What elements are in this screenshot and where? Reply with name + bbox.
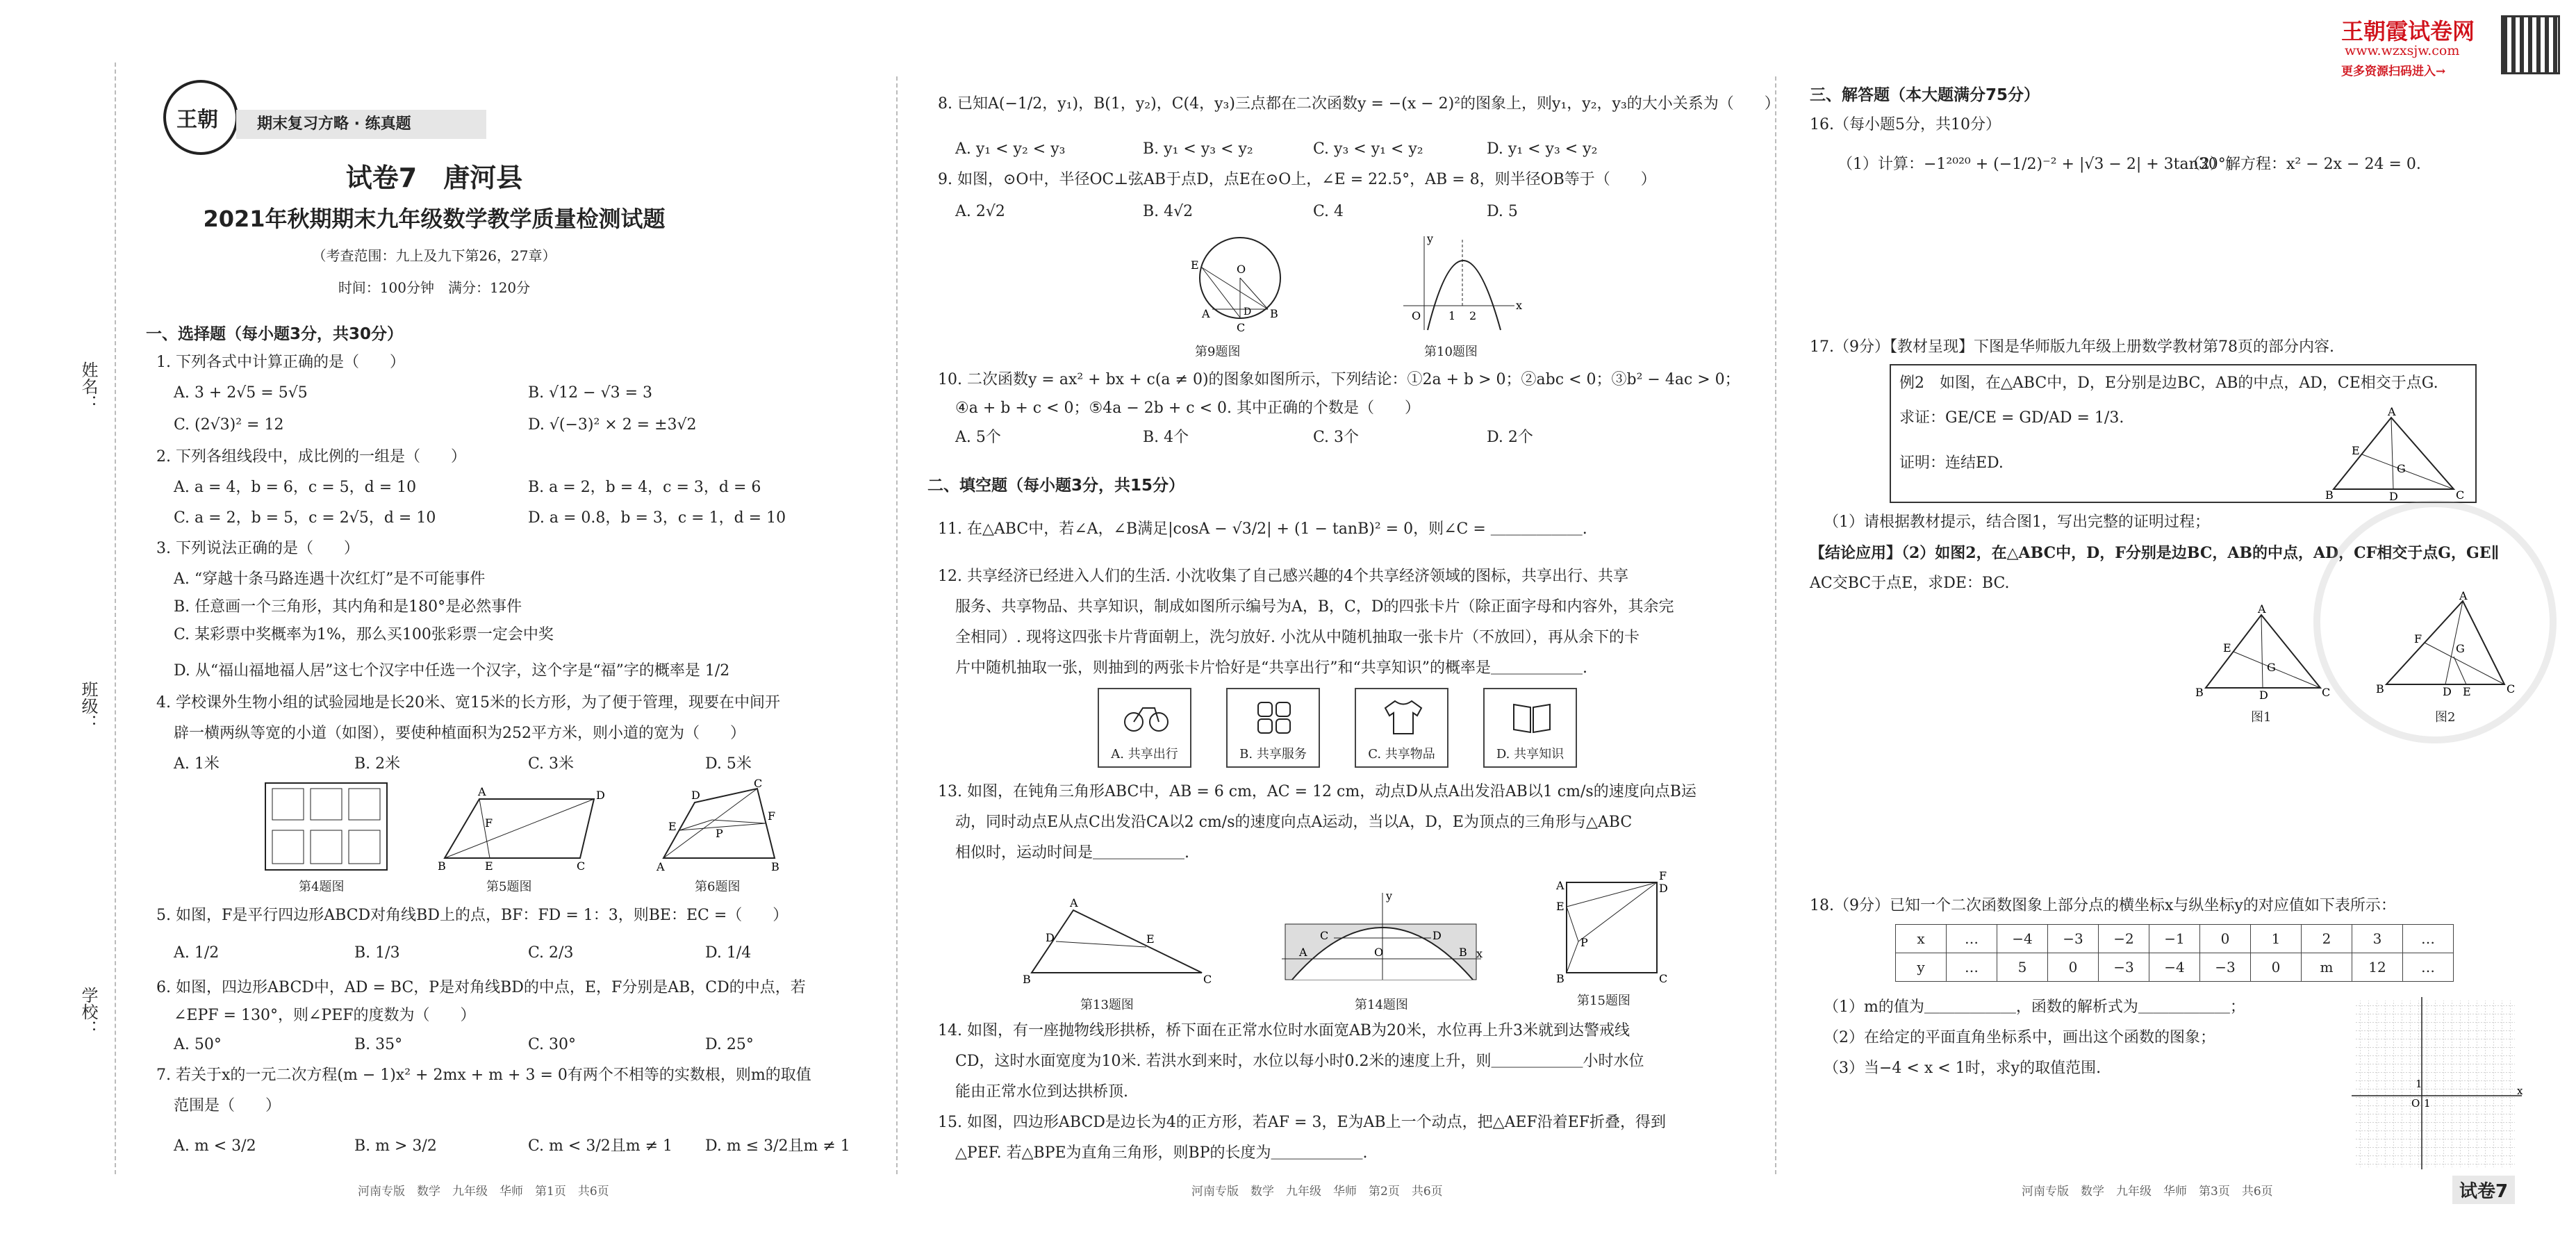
table-row-x: [1896, 925, 2454, 953]
svg-text:O: O: [1374, 946, 1384, 959]
q14-line-1: 14. 如图，有一座抛物线形拱桥，桥下面在正常水位时水面宽AB为20米，水位再上升3米就到达警戒线: [938, 1022, 1630, 1039]
exam-time: 时间：100分钟 满分：120分: [338, 279, 531, 296]
svg-text:x: x: [1516, 299, 1523, 312]
q12-line-3: 全相同）. 现将这四张卡片背面朝上，洗匀放好. 小沈从中随机抽取一张卡片（不放回），再从余下的卡: [955, 629, 1640, 646]
q3-b: B. 任意画一个三角形，其内角和是180°是必然事件: [174, 598, 522, 616]
table-cell: …: [1947, 925, 1997, 953]
svg-text:C: C: [754, 777, 763, 790]
q14-line-2: CD，这时水面宽度为10米. 若洪水到来时，水位以每小时0.2米的速度上升，则＿＿＿＿＿＿小时水位: [955, 1053, 1644, 1070]
excerpt-line-2: 求证：GE/CE = GD/AD = 1/3.: [1899, 409, 2124, 427]
q9-b: B. 4√2: [1143, 203, 1194, 220]
q3-a: A. “穿越十条马路连遇十次红灯”是不可能事件: [174, 570, 486, 588]
svg-text:B: B: [1556, 972, 1564, 985]
q11: 11. 在△ABC中，若∠A，∠B满足|cosA − √3/2| + (1 − tanB)² = 0，则∠C = ＿＿＿＿＿＿.: [938, 520, 1587, 538]
svg-text:C: C: [1237, 321, 1246, 334]
svg-text:O: O: [2411, 1097, 2420, 1110]
publisher-logo: 王朝: [163, 80, 238, 155]
table-cell: −3: [2200, 953, 2251, 982]
svg-text:A: A: [2459, 589, 2468, 602]
figure-q13: [1021, 893, 1216, 990]
table-cell: −2: [2099, 925, 2149, 953]
svg-text:y: y: [1427, 232, 1434, 245]
table-cell: 0: [2048, 953, 2099, 982]
caption-fig15: 第15题图: [1577, 994, 1630, 1008]
q13-line-1: 13. 如图，在钝角三角形ABC中，AB = 6 cm，AC = 12 cm，动点D从点A出发沿AB以1 cm/s的速度向点B运: [938, 783, 1696, 800]
caption-q17-fig2: 图2: [2435, 710, 2456, 725]
svg-text:C: C: [1320, 929, 1329, 942]
qr-code[interactable]: [2501, 15, 2560, 74]
table-row-y: [1896, 953, 2454, 982]
svg-text:A: A: [1070, 896, 1078, 909]
bicycle-icon: [1123, 700, 1169, 734]
q7-c: C. m < 3/2且m ≠ 1: [528, 1137, 673, 1155]
svg-text:C: C: [1659, 972, 1668, 985]
table-cell: 0: [2200, 925, 2251, 953]
q10-b: B. 4个: [1143, 429, 1189, 446]
q17-part-3: AC交BC于点E，求DE：BC.: [1810, 575, 2010, 592]
footer-page-2: 河南专版 数学 九年级 华师 第2页 共6页: [1191, 1185, 1443, 1199]
svg-text:D: D: [1244, 306, 1252, 318]
q5-b: B. 1/3: [354, 944, 400, 962]
q18-value-table: [1895, 924, 2454, 982]
svg-text:B: B: [1459, 946, 1467, 959]
q17-part-1: （1）请根据教材提示，结合图1，写出完整的证明过程；: [1824, 513, 2210, 531]
svg-text:D: D: [2389, 490, 2398, 503]
svg-text:E: E: [1146, 932, 1155, 946]
svg-text:D: D: [2259, 689, 2268, 702]
caption-fig9: 第9题图: [1195, 345, 1241, 359]
q6-c: C. 30°: [528, 1036, 577, 1053]
q15-line-1: 15. 如图，四边形ABCD是边长为4的正方形，若AF = 3，E为AB上一个动点，把△AEF沿着EF折叠，得到: [938, 1114, 1667, 1131]
caption-fig5: 第5题图: [486, 880, 532, 894]
q16-part-1: （1）计算：−1²⁰²⁰ + (−1/2)⁻² + |√3 − 2| + 3tan30°；: [1838, 156, 2241, 173]
q9-d: D. 5: [1487, 203, 1518, 220]
q8-d: D. y₁ < y₃ < y₂: [1487, 140, 1598, 158]
q10-c: C. 3个: [1313, 429, 1360, 446]
q15-line-2: △PEF. 若△BPE为直角三角形，则BP的长度为＿＿＿＿＿＿.: [955, 1144, 1368, 1162]
svg-text:y: y: [1386, 889, 1393, 903]
q2-c: C. a = 2，b = 5，c = 2√5，d = 10: [174, 509, 436, 527]
svg-text:D: D: [691, 789, 700, 802]
brand-url: www.wzxsjw.com: [2345, 43, 2460, 58]
figure-q10: [1396, 233, 1521, 337]
q1-d: D. √(−3)² × 2 = ±3√2: [528, 416, 697, 434]
q12-line-1: 12. 共享经济已经进入人们的生活. 小沈收集了自己感兴趣的4个共享经济领域的图标，共享出行、共享: [938, 568, 1628, 585]
svg-text:G: G: [2456, 642, 2465, 655]
svg-text:F: F: [2414, 632, 2422, 645]
caption-fig10: 第10题图: [1424, 345, 1478, 359]
svg-text:E: E: [2463, 685, 2471, 698]
service-grid-icon: [1255, 700, 1294, 734]
q18-stem: 18.（9分）已知一个二次函数图象上部分点的横坐标x与纵坐标y的对应值如下表所示：: [1810, 897, 2396, 914]
caption-fig6: 第6题图: [695, 880, 741, 894]
q1-a: A. 3 + 2√5 = 5√5: [174, 384, 308, 402]
q17-part-2: 【结论应用】（2）如图2，在△ABC中，D，F分别是边BC，AB的中点，AD，CF相交于点G，GE∥: [1810, 544, 2500, 562]
q10-stem-1: 10. 二次函数y = ax² + bx + c(a ≠ 0)的图象如图所示，下列结论：①2a + b > 0；②abc < 0；③b² − 4ac > 0；: [938, 371, 1740, 388]
q1-c: C. (2√3)² = 12: [174, 416, 284, 434]
q3-stem: 3. 下列说法正确的是（ ）: [156, 540, 359, 557]
q5-c: C. 2/3: [528, 944, 574, 962]
q8-c: C. y₃ < y₁ < y₂: [1313, 140, 1423, 158]
q6-b: B. 35°: [354, 1036, 403, 1053]
q4-stem-1: 4. 学校课外生物小组的试验园地是长20米、宽15米的长方形，为了便于管理，现要在中间开: [156, 694, 780, 711]
table-cell: x: [1896, 925, 1947, 953]
card-d: [1483, 688, 1577, 768]
svg-text:E: E: [485, 859, 493, 873]
table-cell: −4: [1997, 925, 2048, 953]
q4-stem-2: 辟一横两纵等宽的小道（如图），要使种植面积为252平方米，则小道的宽为（ ）: [174, 725, 745, 742]
q2-d: D. a = 0.8，b = 3，c = 1，d = 10: [528, 509, 786, 527]
svg-text:A: A: [1299, 946, 1307, 959]
q3-c: C. 某彩票中奖概率为1%，那么买100张彩票一定会中奖: [174, 626, 554, 643]
q10-a: A. 5个: [955, 429, 1001, 446]
figure-q5: [438, 785, 605, 875]
table-cell: −1: [2149, 925, 2200, 953]
q7-a: A. m < 3/2: [174, 1137, 256, 1155]
brand-scan-hint: 更多资源扫码进入→: [2341, 65, 2446, 79]
table-cell: y: [1896, 953, 1947, 982]
table-cell: 12: [2352, 953, 2403, 982]
card-d-label: D. 共享知识: [1496, 747, 1564, 762]
q9-stem: 9. 如图，⊙O中，半径OC⊥弦AB于点D，点E在⊙O上，∠E = 22.5°，AB = 8，则半径OB等于（ ）: [938, 171, 1656, 188]
section-choice: 一、选择题（每小题3分，共30分）: [146, 325, 404, 343]
q18-part-3: （3）当−4 < x < 1时，求y的取值范围.: [1824, 1060, 2102, 1077]
svg-text:1: 1: [2416, 1078, 2422, 1090]
svg-text:C: C: [2507, 682, 2516, 695]
svg-text:B: B: [2376, 682, 2384, 695]
watermark-seal: [2313, 500, 2557, 743]
q9-a: A. 2√2: [955, 203, 1005, 220]
caption-fig14: 第14题图: [1355, 998, 1408, 1012]
table-cell: 2: [2302, 925, 2352, 953]
svg-text:A: A: [1556, 879, 1564, 892]
q7-d: D. m ≤ 3/2且m ≠ 1: [705, 1137, 850, 1155]
class-label: 班级：: [79, 681, 98, 731]
svg-text:E: E: [1556, 900, 1564, 913]
caption-fig4: 第4题图: [299, 880, 345, 894]
excerpt-line-1: 例2 如图，在△ABC中，D，E分别是边BC，AB的中点，AD，CE相交于点G.: [1899, 374, 2438, 392]
q10-d: D. 2个: [1487, 429, 1533, 446]
q13-line-2: 动，同时动点E从点C出发沿CA以2 cm/s的速度向点A运动，当以A，D，E为顶点的三角形与△ABC: [955, 814, 1633, 831]
q18-part-2: （2）在给定的平面直角坐标系中，画出这个函数的图象；: [1824, 1029, 2215, 1046]
q5-stem: 5. 如图，F是平行四边形ABCD对角线BD上的点，BF：FD = 1：3，则BE：EC =（ ）: [156, 907, 789, 924]
exam-scope: （考查范围：九上及九下第26，27章）: [312, 247, 556, 264]
svg-text:C: C: [1203, 973, 1212, 986]
q2-a: A. a = 4，b = 6，c = 5，d = 10: [174, 479, 417, 496]
table-cell: …: [1947, 953, 1997, 982]
figure-q9: [1181, 233, 1292, 337]
svg-text:P: P: [716, 827, 723, 840]
card-a: [1098, 688, 1191, 768]
section-answer: 三、解答题（本大题满分75分）: [1810, 86, 2040, 104]
q12-line-4: 片中随机抽取一张，则抽到的两张卡片恰好是“共享出行”和“共享知识”的概率是＿＿＿＿＿＿.: [955, 659, 1587, 677]
q4-d: D. 5米: [705, 755, 752, 773]
q8-a: A. y₁ < y₂ < y₃: [955, 140, 1066, 158]
figure-q6: [653, 777, 792, 875]
svg-text:B: B: [1270, 307, 1278, 320]
svg-text:G: G: [2267, 661, 2276, 674]
brand-name: 王朝霞试卷网: [2341, 18, 2475, 44]
svg-text:D: D: [2443, 685, 2452, 698]
svg-text:A: A: [657, 860, 665, 873]
table-cell: 5: [1997, 953, 2048, 982]
section-fill: 二、填空题（每小题3分，共15分）: [927, 477, 1185, 495]
card-c: [1355, 688, 1448, 768]
q16-part-2: （2）解方程：x² − 2x − 24 = 0.: [2185, 156, 2421, 173]
q3-d: D. 从“福山福地福人居”这七个汉字中任选一个汉字，这个字是“福”字的概率是 1/2: [174, 662, 730, 680]
q18-part-1: （1）m的值为＿＿＿＿＿＿，函数的解析式为＿＿＿＿＿＿；: [1824, 998, 2245, 1016]
svg-text:D: D: [596, 789, 605, 802]
exam-title: 2021年秋期期末九年级数学教学质量检测试题: [203, 206, 666, 232]
q6-d: D. 25°: [705, 1036, 754, 1053]
card-c-label: C. 共享物品: [1368, 747, 1435, 762]
svg-text:A: A: [2258, 602, 2266, 616]
svg-text:2: 2: [1469, 309, 1477, 322]
q12-line-2: 服务、共享物品、共享知识，制成如图所示编号为A，B，C，D的四张卡片（除正面字母和内容外，其余完: [955, 598, 1674, 616]
svg-text:D: D: [1433, 929, 1442, 942]
q6-stem-2: ∠EPF = 130°，则∠PEF的度数为（ ）: [174, 1007, 476, 1024]
table-cell: m: [2302, 953, 2352, 982]
page-divider-2: [1775, 76, 1776, 1174]
svg-text:F: F: [1659, 869, 1667, 882]
card-b: [1226, 688, 1320, 768]
svg-text:C: C: [2322, 686, 2331, 699]
q8-b: B. y₁ < y₃ < y₂: [1143, 140, 1253, 158]
svg-text:B: B: [1023, 973, 1031, 986]
svg-text:F: F: [768, 809, 776, 823]
textbook-excerpt-box: [1890, 364, 2477, 503]
svg-text:O: O: [1412, 309, 1421, 322]
figure-example2: [2325, 407, 2464, 501]
svg-text:O: O: [1237, 263, 1246, 276]
svg-text:1: 1: [2424, 1097, 2431, 1110]
svg-text:E: E: [668, 820, 677, 833]
svg-text:B: B: [438, 859, 446, 873]
svg-text:G: G: [2397, 462, 2406, 475]
q13-line-3: 相似时，运动时间是＿＿＿＿＿＿.: [955, 844, 1189, 862]
svg-text:B: B: [771, 860, 779, 873]
figure-q15: [1556, 869, 1667, 987]
footer-page-1: 河南专版 数学 九年级 华师 第1页 共6页: [358, 1185, 609, 1199]
table-cell: 1: [2251, 925, 2302, 953]
footer-page-3: 河南专版 数学 九年级 华师 第3页 共6页: [2022, 1185, 2273, 1199]
svg-text:E: E: [2352, 444, 2360, 457]
svg-text:D: D: [1659, 882, 1668, 895]
q1-stem: 1. 下列各式中计算正确的是（ ）: [156, 354, 405, 371]
q1-b: B. √12 − √3 = 3: [528, 384, 653, 402]
card-b-label: B. 共享服务: [1239, 747, 1307, 762]
q9-c: C. 4: [1313, 203, 1344, 220]
exam-tag: 试卷7: [2452, 1176, 2515, 1204]
caption-fig13: 第13题图: [1080, 998, 1134, 1012]
table-cell: 0: [2251, 953, 2302, 982]
svg-text:E: E: [2223, 641, 2231, 655]
svg-text:x: x: [1476, 947, 1483, 960]
svg-text:A: A: [2388, 405, 2396, 418]
svg-text:B: B: [2325, 488, 2334, 502]
q10-stem-2: ④a + b + c < 0；⑤4a − 2b + c < 0. 其中正确的个数是（ ）: [955, 400, 1420, 417]
svg-text:A: A: [1202, 307, 1210, 320]
q16-stem: 16.（每小题5分，共10分）: [1810, 116, 2001, 133]
figure-q14: [1278, 889, 1487, 994]
school-label: 学校：: [79, 987, 98, 1037]
coordinate-grid[interactable]: [2352, 997, 2525, 1171]
q5-a: A. 1/2: [174, 944, 220, 962]
svg-text:E: E: [1191, 258, 1199, 272]
q4-a: A. 1米: [174, 755, 220, 773]
q7-stem-2: 范围是（ ）: [174, 1097, 281, 1114]
q7-b: B. m > 3/2: [354, 1137, 437, 1155]
q17-stem: 17.（9分）【教材呈现】下图是华师版九年级上册数学教材第78页的部分内容.: [1810, 338, 2334, 356]
svg-text:C: C: [577, 859, 586, 873]
figure-q4: [264, 782, 389, 872]
page-divider-1: [896, 76, 898, 1174]
banner: 期末复习方略 · 练真题: [236, 110, 486, 139]
table-cell: −3: [2099, 953, 2149, 982]
svg-text:1: 1: [1448, 309, 1456, 322]
svg-text:F: F: [485, 816, 493, 830]
q4-c: C. 3米: [528, 755, 575, 773]
q2-stem: 2. 下列各组线段中，成比例的一组是（ ）: [156, 448, 466, 466]
q4-b: B. 2米: [354, 755, 401, 773]
name-label: 姓名：: [79, 361, 98, 411]
svg-text:x: x: [2517, 1085, 2523, 1097]
table-cell: …: [2403, 953, 2454, 982]
svg-text:C: C: [2456, 488, 2465, 502]
q14-line-3: 能由正常水位到达拱桥顶.: [955, 1083, 1128, 1101]
q2-b: B. a = 2，b = 4，c = 3，d = 6: [528, 479, 761, 496]
exam-number: 试卷7 唐河县: [345, 163, 523, 193]
svg-text:D: D: [1046, 931, 1055, 944]
card-a-label: A. 共享出行: [1111, 747, 1178, 762]
svg-text:P: P: [1580, 936, 1588, 949]
caption-q17-fig1: 图1: [2251, 710, 2272, 725]
q5-d: D. 1/4: [705, 944, 752, 962]
table-cell: −4: [2149, 953, 2200, 982]
q6-a: A. 50°: [174, 1036, 222, 1053]
table-cell: 3: [2352, 925, 2403, 953]
table-cell: …: [2403, 925, 2454, 953]
q6-stem-1: 6. 如图，四边形ABCD中，AD = BC，P是对角线BD的中点，E，F分别是AB，CD的中点，若: [156, 979, 806, 996]
table-cell: −3: [2048, 925, 2099, 953]
q7-stem-1: 7. 若关于x的一元二次方程(m − 1)x² + 2mx + m + 3 = 0有两个不相等的实数根，则m的取值: [156, 1067, 811, 1084]
q8-stem: 8. 已知A(−1/2，y₁)，B(1，y₂)，C(4，y₃)三点都在二次函数y = −(x − 2)²的图象上，则y₁，y₂，y₃的大小关系为（ ）: [938, 95, 1780, 113]
svg-text:B: B: [2195, 686, 2204, 699]
svg-text:A: A: [478, 785, 486, 798]
book-icon: [1511, 698, 1553, 736]
tshirt-icon: [1382, 698, 1424, 736]
excerpt-line-3: 证明：连结ED.: [1899, 454, 2004, 472]
